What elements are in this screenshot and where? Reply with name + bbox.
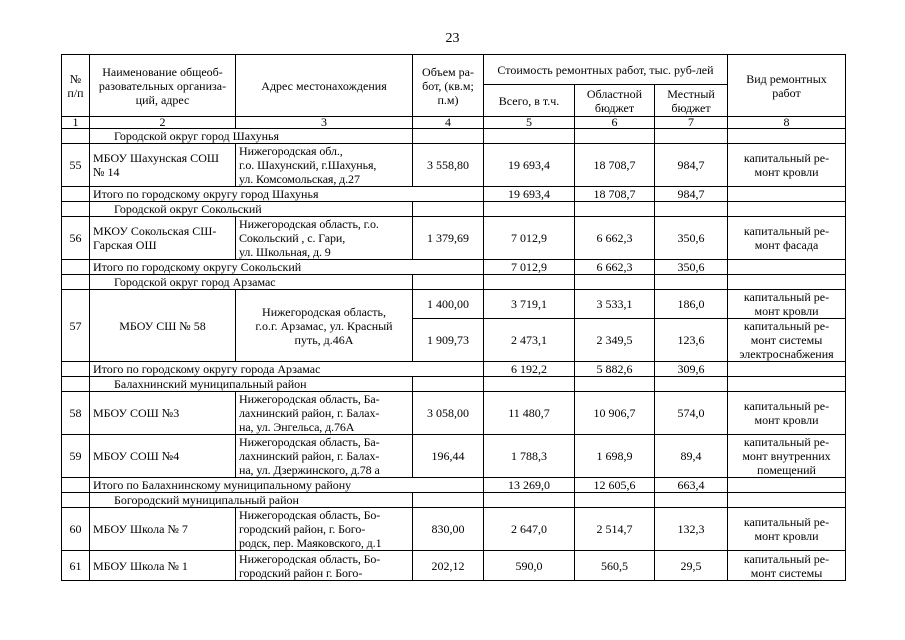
cost-total: 2 473,1	[484, 319, 575, 362]
subtotal-total: 13 269,0	[484, 478, 575, 493]
work-type-line: капитальный ре-	[743, 290, 830, 304]
work-volume: 3 058,00	[413, 392, 484, 435]
work-type	[728, 290, 846, 319]
address-line: ул. Школьная, д. 9	[239, 245, 331, 259]
subtotal-label: Итого по городскому округу город Шахунья	[90, 187, 484, 202]
header-address: Адрес местонахождения	[236, 55, 413, 117]
col-number: 7	[655, 117, 728, 129]
school-name-line: Гарская ОШ	[93, 238, 157, 252]
subtotal-regional: 5 882,6	[575, 362, 655, 377]
subtotal-local: 984,7	[655, 187, 728, 202]
section-empty	[575, 493, 655, 508]
section-empty	[728, 275, 846, 290]
school-name-line: МБОУ Шахунская СОШ	[93, 151, 219, 165]
section-empty	[575, 129, 655, 144]
work-volume: 830,00	[413, 508, 484, 551]
subtotal-empty	[728, 187, 846, 202]
cost-total: 590,0	[484, 551, 575, 581]
section-empty	[413, 377, 484, 392]
section-empty	[728, 129, 846, 144]
cost-local: 350,6	[655, 217, 728, 260]
row-number: 56	[62, 217, 90, 260]
subtotal-regional: 18 708,7	[575, 187, 655, 202]
school-name-line: МБОУ Школа № 7	[93, 522, 188, 536]
col-number: 4	[413, 117, 484, 129]
work-type-line: монт кровли	[754, 529, 819, 543]
work-type	[728, 508, 846, 551]
school-address	[236, 290, 413, 362]
cost-local: 984,7	[655, 144, 728, 187]
section-title: Балахнинский муниципальный район	[90, 377, 413, 392]
section-empty-num	[62, 202, 90, 217]
address-line: Нижегородская обл.,	[239, 144, 343, 158]
work-volume: 3 558,80	[413, 144, 484, 187]
work-type-line: монт кровли	[754, 304, 819, 318]
table-row	[62, 144, 846, 187]
section-empty	[575, 275, 655, 290]
col-number: 5	[484, 117, 575, 129]
address-line: городский район г. Бого-	[239, 565, 363, 580]
section-empty	[728, 493, 846, 508]
cost-total: 19 693,4	[484, 144, 575, 187]
subtotal-row	[62, 187, 846, 202]
address-line: на, ул. Дзержинского, д.78 а	[239, 463, 380, 477]
work-type-line: монт кровли	[754, 165, 819, 179]
work-type-line: капитальный ре-	[743, 224, 830, 238]
header-work-type: Вид ремонтных работ	[728, 55, 846, 117]
header-cost-group: Стоимость ремонтных работ, тыс. руб-лей	[484, 55, 728, 85]
cost-regional: 2 349,5	[575, 319, 655, 362]
subtotal-label: Итого по Балахнинскому муниципальному району	[90, 478, 484, 493]
school-name-line: МБОУ СШ № 58	[119, 318, 206, 333]
subtotal-local: 663,4	[655, 478, 728, 493]
section-empty-num	[62, 275, 90, 290]
row-number: 60	[62, 508, 90, 551]
subtotal-label: Итого по городскому округу Сокольский	[90, 260, 484, 275]
repair-works-table	[61, 54, 846, 581]
cost-local: 123,6	[655, 319, 728, 362]
subtotal-empty-num	[62, 260, 90, 275]
cost-regional: 2 514,7	[575, 508, 655, 551]
cost-local: 89,4	[655, 435, 728, 478]
school-address	[236, 144, 413, 187]
work-type-line: электроснабжения	[739, 347, 834, 361]
section-empty	[655, 493, 728, 508]
row-number: 57	[62, 290, 90, 362]
section-empty	[575, 202, 655, 217]
address-line: ул. Комсомольская, д.27	[239, 172, 360, 186]
header-num: № п/п	[62, 55, 90, 117]
section-empty-num	[62, 493, 90, 508]
cost-regional: 18 708,7	[575, 144, 655, 187]
table-row	[62, 217, 846, 260]
header-total: Всего, в т.ч.	[484, 85, 575, 117]
cost-total: 7 012,9	[484, 217, 575, 260]
subtotal-row	[62, 478, 846, 493]
section-empty	[413, 202, 484, 217]
subtotal-total: 19 693,4	[484, 187, 575, 202]
header-volume: Объем ра-бот, (кв.м; п.м)	[413, 55, 484, 117]
cost-total: 11 480,7	[484, 392, 575, 435]
school-name	[90, 217, 236, 260]
section-empty	[484, 493, 575, 508]
school-address	[236, 551, 413, 581]
work-type	[728, 217, 846, 260]
section-empty	[484, 129, 575, 144]
header-name: Наименование общеоб-разовательных организа-ций, адрес	[90, 55, 236, 117]
subtotal-row	[62, 260, 846, 275]
subtotal-regional: 6 662,3	[575, 260, 655, 275]
work-type-line: капитальный ре-	[743, 551, 830, 566]
subtotal-row	[62, 362, 846, 377]
school-address	[236, 435, 413, 478]
subtotal-empty	[728, 362, 846, 377]
cost-regional: 6 662,3	[575, 217, 655, 260]
work-volume: 196,44	[413, 435, 484, 478]
cost-local: 186,0	[655, 290, 728, 319]
school-name	[90, 508, 236, 551]
subtotal-empty-num	[62, 478, 90, 493]
section-title: Городской округ город Арзамас	[90, 275, 413, 290]
table-row	[62, 435, 846, 478]
school-name-line: МКОУ Сокольская СШ-	[93, 224, 217, 238]
section-empty	[575, 377, 655, 392]
cost-total: 2 647,0	[484, 508, 575, 551]
subtotal-total: 6 192,2	[484, 362, 575, 377]
work-type-line: монт системы	[750, 565, 823, 580]
subtotal-empty	[728, 260, 846, 275]
section-empty	[655, 129, 728, 144]
work-type-line: капитальный ре-	[743, 515, 830, 529]
header-regional: Областной бюджет	[575, 85, 655, 117]
cost-regional: 1 698,9	[575, 435, 655, 478]
subtotal-local: 309,6	[655, 362, 728, 377]
work-volume: 202,12	[413, 551, 484, 581]
cost-total: 3 719,1	[484, 290, 575, 319]
address-line: Нижегородская область, Бо-	[239, 551, 381, 566]
table-row	[62, 551, 846, 581]
address-line: городский район, г. Бого-	[239, 522, 366, 536]
address-line: Нижегородская область, г.о.	[239, 217, 379, 231]
address-line: Нижегородская область, Ба-	[239, 392, 380, 406]
cost-local: 29,5	[655, 551, 728, 581]
work-type-line: монт фасада	[754, 238, 819, 252]
address-line: Нижегородская область, Бо-	[239, 508, 381, 522]
section-empty	[413, 129, 484, 144]
school-name-line: № 14	[93, 165, 120, 179]
subtotal-empty	[728, 478, 846, 493]
section-row	[62, 377, 846, 392]
cost-total: 1 788,3	[484, 435, 575, 478]
section-empty	[484, 275, 575, 290]
work-type	[728, 392, 846, 435]
subtotal-local: 350,6	[655, 260, 728, 275]
col-number: 6	[575, 117, 655, 129]
section-row	[62, 129, 846, 144]
page-number: 23	[445, 31, 460, 46]
col-number: 8	[728, 117, 846, 129]
section-empty	[484, 377, 575, 392]
address-line: Сокольский , с. Гари,	[239, 231, 346, 245]
school-address	[236, 217, 413, 260]
table-row	[62, 290, 846, 319]
cost-local: 132,3	[655, 508, 728, 551]
school-name	[90, 144, 236, 187]
school-name	[90, 392, 236, 435]
section-row	[62, 202, 846, 217]
address-line: на, ул. Энгельса, д.76А	[239, 420, 355, 434]
work-type	[728, 551, 846, 581]
address-line: лахнинский район, г. Балах-	[239, 406, 380, 420]
row-number: 59	[62, 435, 90, 478]
section-empty	[484, 202, 575, 217]
work-type-line: помещений	[757, 463, 816, 477]
work-type-line: капитальный ре-	[743, 399, 830, 413]
row-number: 58	[62, 392, 90, 435]
school-name-line: МБОУ СОШ №4	[93, 449, 180, 463]
section-row	[62, 493, 846, 508]
cost-regional: 3 533,1	[575, 290, 655, 319]
school-address	[236, 392, 413, 435]
address-line: Нижегородская область, Ба-	[239, 435, 380, 449]
section-empty-num	[62, 129, 90, 144]
school-name-line: МБОУ Школа № 1	[93, 558, 188, 573]
work-type-line: монт системы	[750, 333, 823, 347]
table-row	[62, 392, 846, 435]
work-volume: 1 400,00	[413, 290, 484, 319]
section-title: Городской округ Сокольский	[90, 202, 413, 217]
col-number: 3	[236, 117, 413, 129]
work-type	[728, 435, 846, 478]
col-number: 1	[62, 117, 90, 129]
school-name	[90, 551, 236, 581]
work-type-line: капитальный ре-	[743, 151, 830, 165]
section-empty	[413, 493, 484, 508]
school-name-line: МБОУ СОШ №3	[93, 406, 180, 420]
address-line: родск, пер. Маяковского, д.1	[239, 536, 382, 550]
address-line: лахнинский район, г. Балах-	[239, 449, 380, 463]
row-number: 61	[62, 551, 90, 581]
school-address	[236, 508, 413, 551]
section-empty-num	[62, 377, 90, 392]
subtotal-regional: 12 605,6	[575, 478, 655, 493]
work-volume: 1 379,69	[413, 217, 484, 260]
work-type-line: монт внутренних	[742, 449, 831, 463]
work-type-line: монт кровли	[754, 413, 819, 427]
table-row	[62, 508, 846, 551]
section-empty	[655, 202, 728, 217]
section-empty	[728, 377, 846, 392]
school-name	[90, 435, 236, 478]
cost-local: 574,0	[655, 392, 728, 435]
section-empty	[655, 275, 728, 290]
subtotal-empty-num	[62, 362, 90, 377]
section-empty	[655, 377, 728, 392]
school-name	[90, 290, 236, 362]
address-line: г.о. Шахунский, г.Шахунья,	[239, 158, 377, 172]
section-empty	[728, 202, 846, 217]
address-line: Нижегородская область,	[262, 304, 386, 319]
section-row	[62, 275, 846, 290]
work-type-line: капитальный ре-	[743, 319, 830, 333]
header-local: Местный бюджет	[655, 85, 728, 117]
section-title: Городской округ город Шахунья	[90, 129, 413, 144]
col-number: 2	[90, 117, 236, 129]
address-line: г.о.г. Арзамас, ул. Красный	[255, 318, 393, 333]
work-volume: 1 909,73	[413, 319, 484, 362]
cost-regional: 10 906,7	[575, 392, 655, 435]
subtotal-empty-num	[62, 187, 90, 202]
cost-regional: 560,5	[575, 551, 655, 581]
address-line: путь, д.46А	[294, 332, 354, 347]
subtotal-total: 7 012,9	[484, 260, 575, 275]
work-type-line: капитальный ре-	[743, 435, 830, 449]
work-type	[728, 319, 846, 362]
row-number: 55	[62, 144, 90, 187]
section-title: Богородский муниципальный район	[90, 493, 413, 508]
work-type	[728, 144, 846, 187]
section-empty	[413, 275, 484, 290]
subtotal-label: Итого по городскому округу города Арзамас	[90, 362, 484, 377]
